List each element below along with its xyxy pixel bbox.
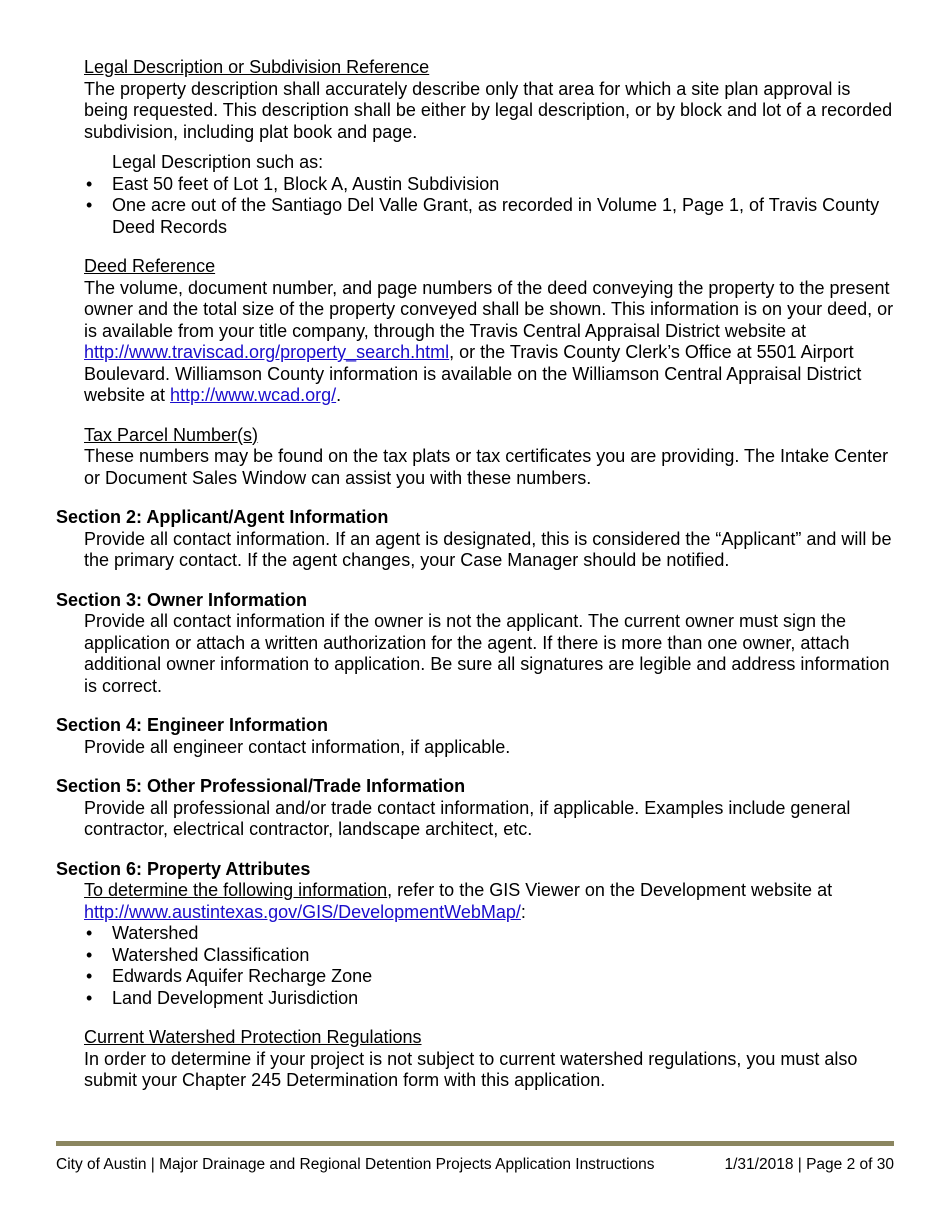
tax-parcel-heading: Tax Parcel Number(s)	[84, 424, 259, 445]
deed-text-2: , or the Travis County Clerk’s Office at 5501 Airport Boulevard. Williamson County information is available on the Williamson Central Appraisal District website at	[84, 342, 862, 405]
legal-examples-label: Legal Description such as:	[112, 152, 324, 172]
watershed-regulations-block	[84, 1027, 898, 1092]
footer-page-info: 1/31/2018 | Page 2 of 30	[724, 1156, 894, 1173]
deed-reference-block	[84, 256, 898, 407]
legal-description-heading: Legal Description or Subdivision Reference	[84, 57, 430, 77]
list-item: • Edwards Aquifer Recharge Zone	[56, 966, 898, 988]
footer-divider	[56, 1141, 894, 1146]
deed-reference-heading: Deed Reference	[84, 256, 216, 276]
document-page	[56, 57, 898, 1092]
list-item: • Land Development Jurisdiction	[56, 988, 898, 1010]
list-item: • Watershed	[56, 923, 898, 945]
legal-examples-list	[56, 174, 898, 239]
section-6-intro-underlined: To determine the following information	[84, 880, 388, 900]
page-footer	[56, 1155, 894, 1175]
section-6-intro	[84, 880, 898, 923]
section-6-title: Section 6: Property Attributes	[56, 858, 311, 879]
legal-description-block	[84, 57, 898, 143]
section-3-title: Section 3: Owner Information	[56, 589, 308, 610]
section-2-body: Provide all contact information. If an agent is designated, this is considered the “Applicant” and will be the primary contact. If the agent changes, your Case Manager should be notified.	[84, 528, 892, 570]
watershed-regulations-body: In order to determine if your project is not subject to current watershed regulations, you must also submit your Chapter 245 Determination form with this application.	[84, 1048, 858, 1090]
section-2-title: Section 2: Applicant/Agent Information	[56, 507, 389, 527]
traviscad-link[interactable]: http://www.traviscad.org/property_search.html	[84, 342, 450, 362]
wcad-link[interactable]: http://www.wcad.org/	[170, 385, 337, 405]
section-3-body: Provide all contact information if the owner is not the applicant. The current owner must sign the application or attach a written authorization for the agent. If there is more than one owner, attach additional owner information to application. Be sure all signatures are legible and address information is correct.	[84, 611, 890, 696]
section-4-title: Section 4: Engineer Information	[56, 715, 329, 735]
list-item: • Watershed Classification	[56, 945, 898, 967]
section-5-body: Provide all professional and/or trade contact information, if applicable. Examples include general contractor, electrical contractor, landscape architect, etc.	[84, 797, 851, 839]
property-attributes-list	[56, 923, 898, 1009]
gis-viewer-link[interactable]: http://www.austintexas.gov/GIS/DevelopmentWebMap/	[84, 901, 521, 922]
deed-text-1: The volume, document number, and page numbers of the deed conveying the property to the present owner and the total size of the property conveyed shall be shown. This information is on your deed, or is available from your title company, through the Travis Central Appraisal District website at	[84, 277, 894, 341]
section-6-intro-rest: , refer to the GIS Viewer on the Development website at	[387, 880, 833, 900]
watershed-regulations-heading: Current Watershed Protection Regulations	[84, 1027, 422, 1047]
tax-parcel-body: These numbers may be found on the tax plats or tax certificates you are providing. The Intake Center or Document Sales Window can assist you with these numbers.	[84, 446, 889, 488]
deed-reference-body	[84, 278, 898, 407]
section-5-title: Section 5: Other Professional/Trade Information	[56, 776, 466, 796]
legal-description-body: The property description shall accurately describe only that area for which a site plan approval is being requested. This description shall be either by legal description, or by block and lot of a recorded subdivision, including plat book and page.	[84, 78, 893, 142]
list-item: • One acre out of the Santiago Del Valle Grant, as recorded in Volume 1, Page 1, of Travis County Deed Records	[56, 195, 898, 238]
section-4-body: Provide all engineer contact information, if applicable.	[84, 736, 511, 757]
tax-parcel-block	[84, 425, 898, 490]
footer-title: City of Austin | Major Drainage and Regional Detention Projects Application Instructions	[56, 1156, 655, 1173]
deed-text-3: .	[336, 385, 342, 405]
list-item: • East 50 feet of Lot 1, Block A, Austin Subdivision	[56, 174, 898, 196]
section-6-link-suffix: :	[520, 901, 526, 922]
